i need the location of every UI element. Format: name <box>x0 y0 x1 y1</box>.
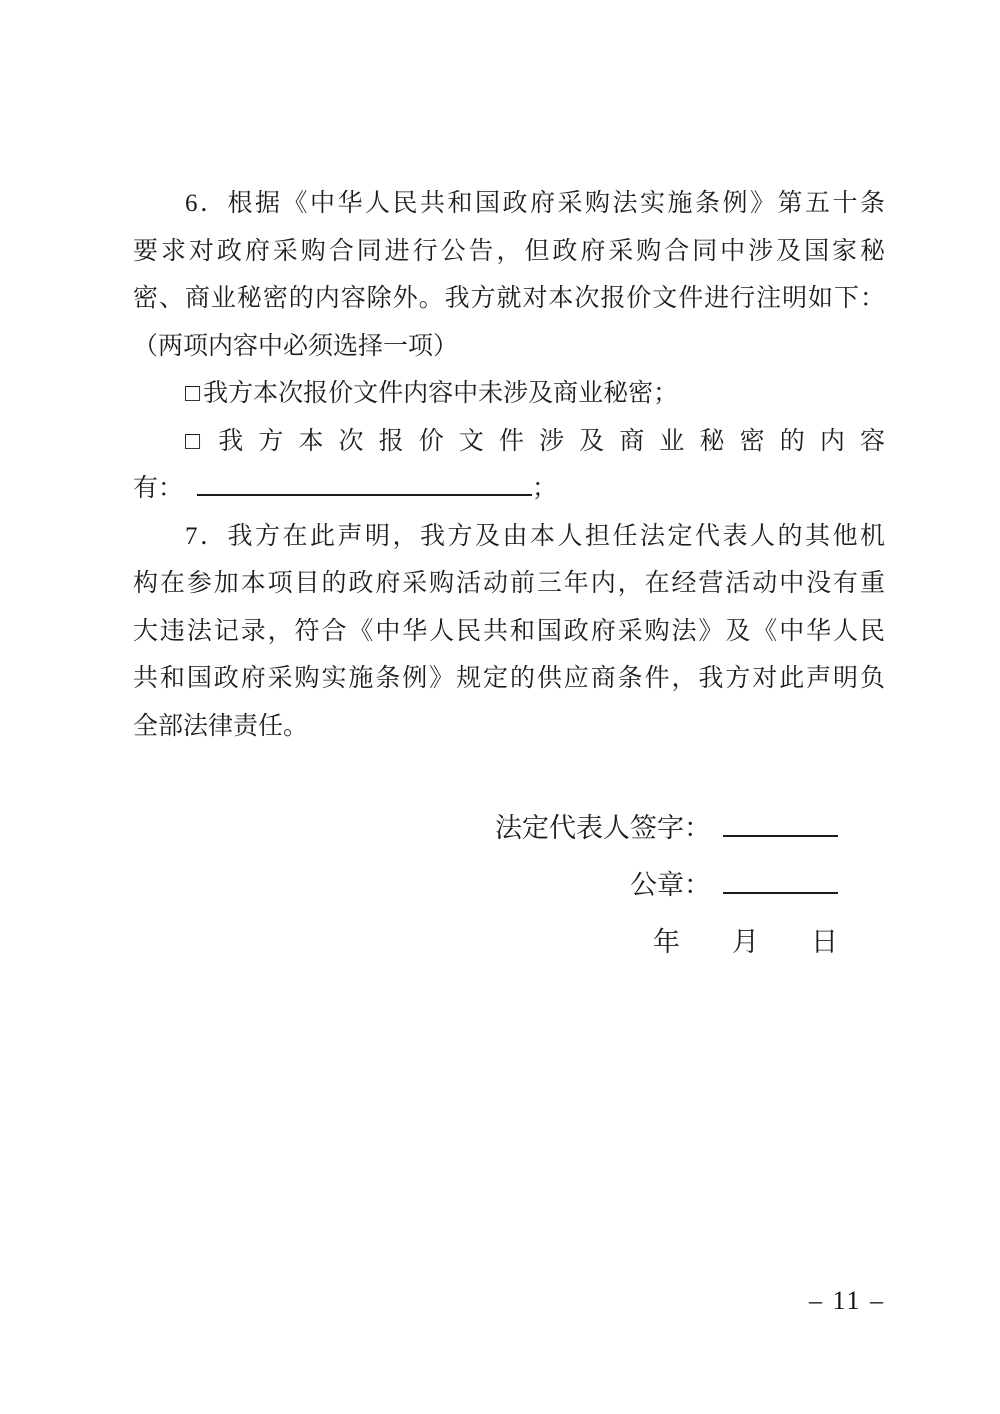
fill-in-suffix: ； <box>532 475 558 502</box>
fill-in-prefix: 有： <box>133 475 184 502</box>
blank-line <box>197 494 532 496</box>
option-has-trade-secret <box>133 418 885 466</box>
option-has-trade-secret-continuation <box>133 465 885 513</box>
body-text <box>133 180 885 750</box>
paragraph7-line-2: 构在参加本项目的政府采购活动前三年内，在经营活动中没有重 <box>133 570 885 597</box>
option-no-trade-secret <box>133 370 885 418</box>
paragraph7-line-4: 共和国政府采购实施条例》规定的供应商条件，我方对此声明负 <box>133 665 885 692</box>
official-seal-line <box>495 857 838 914</box>
month-label: 月 <box>732 927 759 957</box>
page-number: – 11 – <box>808 1286 885 1315</box>
paragraph6-note: （两项内容中必须选择一项） <box>133 332 459 360</box>
checkbox-icon: □ <box>185 427 216 455</box>
legal-rep-signature-line <box>495 800 838 857</box>
paragraph6-line-3: 密、商业秘密的内容除外。我方就对本次报价文件进行注明如下： <box>133 285 885 312</box>
paragraph7-line-1: 7．我方在此声明，我方及由本人担任法定代表人的其他机 <box>185 522 885 550</box>
day-label: 日 <box>811 927 838 957</box>
paragraph7-line-5: 全部法律责任。 <box>133 712 309 740</box>
checkbox-icon: □ <box>185 380 201 407</box>
paragraph6-line-2: 要求对政府采购合同进行公告，但政府采购合同中涉及国家秘 <box>133 237 885 265</box>
blank-line <box>723 835 838 837</box>
official-seal-label: 公章： <box>630 870 711 900</box>
option-no-trade-secret-label: 我方本次报价文件内容中未涉及商业秘密； <box>203 380 679 407</box>
paragraph6-line-1: 6．根据《中华人民共和国政府采购法实施条例》第五十条 <box>185 190 885 217</box>
blank-line <box>723 892 838 894</box>
legal-rep-signature-label: 法定代表人签字： <box>495 813 711 843</box>
paragraph7-line-3: 大违法记录，符合《中华人民共和国政府采购法》及《中华人民 <box>133 617 885 645</box>
date-line <box>495 914 838 971</box>
option-has-trade-secret-label: 我方本次报价文件涉及商业秘密的内容 <box>218 427 885 455</box>
year-label: 年 <box>653 927 680 957</box>
signature-block <box>495 800 838 971</box>
